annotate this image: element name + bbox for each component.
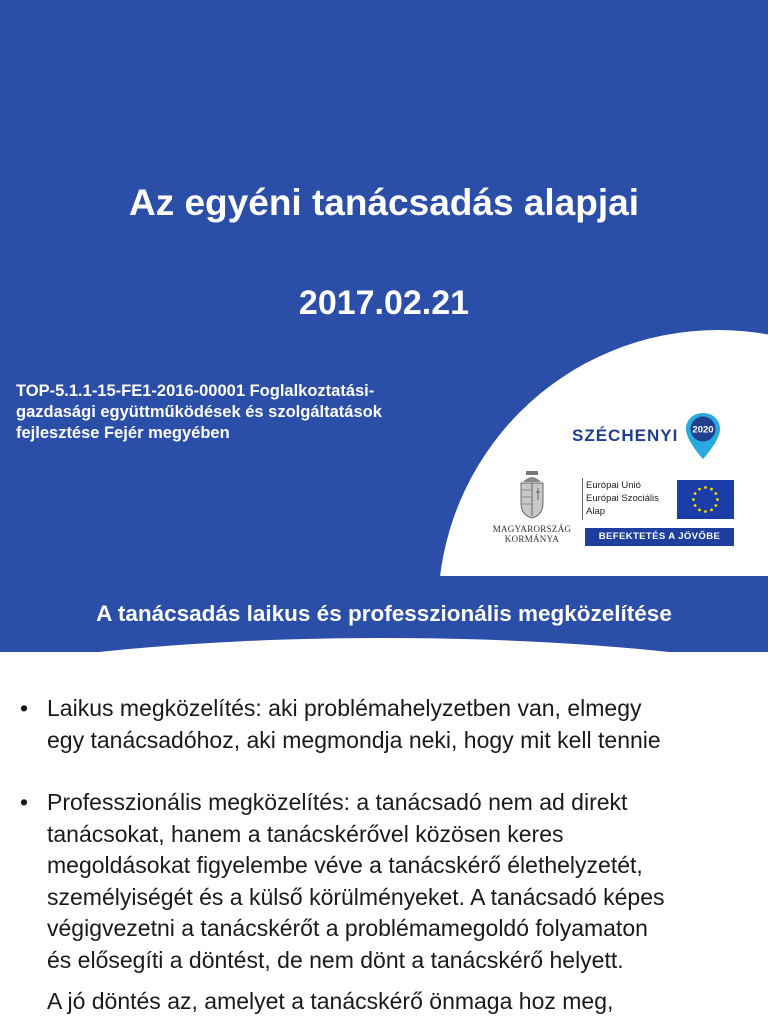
bullet-mark: • bbox=[20, 789, 29, 815]
slide-header bbox=[0, 576, 768, 652]
slide-date: 2017.02.21 bbox=[298, 284, 470, 322]
eu-flag-icon bbox=[677, 480, 734, 519]
eu-text-line: Európai Unió bbox=[586, 480, 641, 491]
project-line: TOP-5.1.1-15-FE1-2016-00001 Foglalkoztatási- bbox=[16, 382, 375, 400]
bullet-line: megoldásokat figyelembe véve a tanácskérő élethelyzetét, bbox=[47, 852, 643, 878]
bullet-item-lay-approach bbox=[20, 693, 750, 756]
project-line: gazdasági együttműködések és szolgáltatások bbox=[16, 403, 382, 421]
bullet-line: Professzionális megközelítés: a tanácsadó nem ad direkt bbox=[47, 789, 628, 815]
gov-name-line: MAGYARORSZÁG bbox=[492, 524, 572, 534]
slide-title: Az egyéni tanácsadás alapjai bbox=[128, 182, 639, 223]
header-curve bbox=[0, 638, 768, 652]
project-description bbox=[16, 381, 476, 444]
bullet-line: Laikus megközelítés: aki problémahelyzetben van, elmegy bbox=[47, 695, 642, 721]
bullet-line: végigvezetni a tanácskérőt a problémamegoldó folyamaton bbox=[47, 915, 648, 941]
bullet-line: tanácsokat, hanem a tanácskérővel közösen keres bbox=[47, 820, 564, 847]
bullet-mark: • bbox=[20, 695, 29, 721]
government-logo bbox=[487, 470, 577, 544]
bullet-line: személyiségét és a külső körülményeket. A tanácsadó képes bbox=[47, 883, 665, 910]
content-slide bbox=[0, 576, 768, 1024]
szechenyi-pin-icon bbox=[684, 411, 722, 461]
slide-heading: A tanácsadás laikus és professzionális megközelítése bbox=[96, 601, 672, 626]
invest-in-future-banner: BEFEKTETÉS A JÖVŐBE bbox=[585, 528, 734, 546]
bullet-line: és elősegíti a döntést, de nem dönt a tanácskérő helyett. bbox=[47, 946, 624, 973]
bullet-item-professional-approach bbox=[20, 787, 750, 976]
szechenyi-logo-text: SZÉCHENYI bbox=[572, 426, 679, 445]
hungarian-crest-icon bbox=[517, 470, 547, 520]
eu-text-line: Alap bbox=[586, 506, 606, 517]
project-line: fejlesztése Fejér megyében bbox=[16, 424, 230, 442]
eu-text-line: Európai Szociális bbox=[586, 493, 659, 504]
eu-divider bbox=[582, 478, 583, 520]
continuation-paragraph: A jó döntés az, amelyet a tanácskérő önmaga hoz meg, bbox=[47, 988, 614, 1014]
eu-fund-text bbox=[586, 479, 659, 518]
gov-name-line: KORMÁNYA bbox=[504, 534, 560, 544]
bullet-list bbox=[20, 693, 750, 976]
bullet-line: egy tanácsadóhoz, aki megmondja neki, hogy mit kell tennie bbox=[47, 726, 661, 753]
szechenyi-year: 2020 bbox=[692, 424, 714, 436]
szechenyi-2020-logo bbox=[572, 411, 722, 461]
